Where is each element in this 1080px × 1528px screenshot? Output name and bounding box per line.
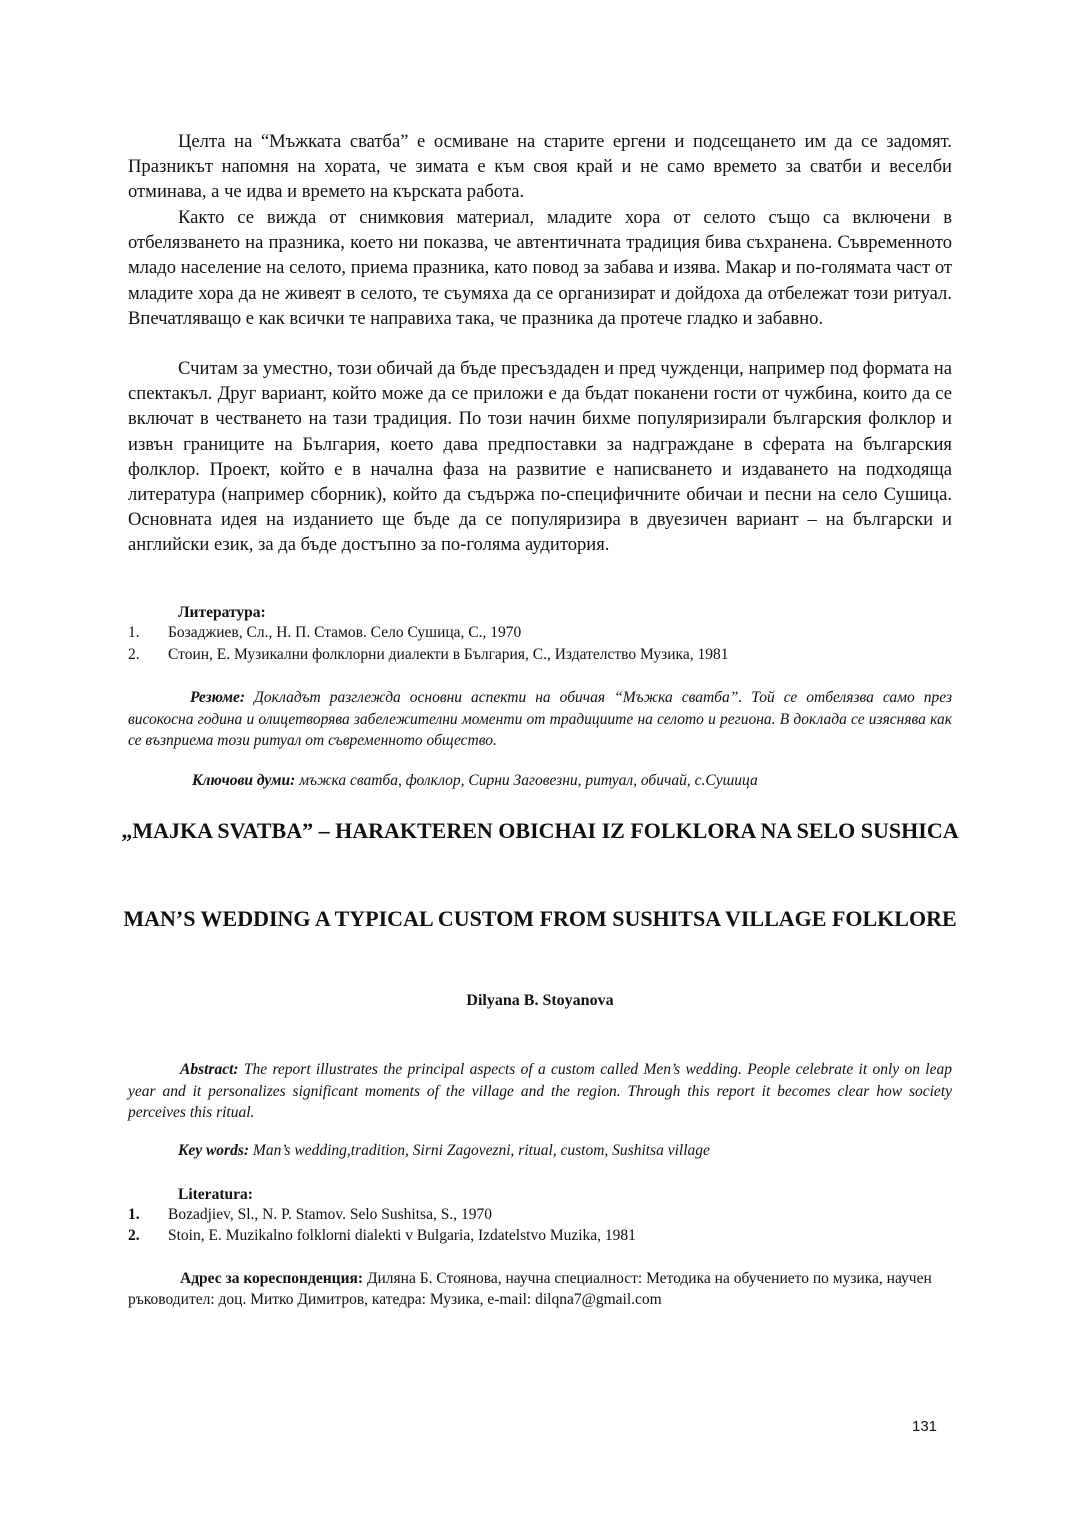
reference-number: 2. [128,646,140,663]
references-bg-title: Литература: [178,604,266,621]
reference-en-2 [128,1227,636,1245]
reference-number: 2. [128,1227,140,1244]
summary-bg-text: Докладът разглежда основни аспекти на обичая “Мъжка сватба”. Той се отбелязва само през високосна година и олицетворява забележителни моменти от традициите на селото и региона. В доклада се изяснява как се възприема този ритуал от съвременното общество. [128,689,952,749]
reference-bg-2 [128,646,728,664]
reference-text: Бозаджиев, Сл., Н. П. Стамов. Село Сушица, С., 1970 [168,624,522,641]
reference-number: 1. [128,624,140,641]
keywords-bg-label: Ключови думи: [192,772,296,789]
summary-bg-label: Резюме: [190,689,246,706]
title-transliterated: „MAJKA SVATBA” – HARAKTEREN OBICHAI IZ FOLKLORA NA SELO SUSHICA [121,818,959,843]
body-paragraph-2: Както се вижда от снимковия материал, младите хора от селото също са включени в отбелязването на празника, което ни показва, че автентичната традиция бива съхранена. Съвременното младо население на селото, приема празника, като повод за забава и изява. Макар и по-голямата част от младите хора да не живеят в селото, те съумяха да се организират и дойдоха да отбележат този ритуал. Впечатляващо е как всички те направиха така, че празника да протече гладко и забавно. [128,207,952,329]
reference-text: Stoin, E. Muzikalno folklorni dialekti v Bulgaria, Izdatelstvo Muzika, 1981 [168,1227,636,1244]
reference-number: 1. [128,1206,140,1223]
correspondence-label: Адрес за кореспонденция: [180,1270,364,1287]
reference-bg-1 [128,624,521,642]
references-en-title: Literatura: [178,1186,253,1203]
keywords-en-label: Key words: [178,1142,250,1159]
reference-text: Bozadjiev, Sl., N. P. Stamov. Selo Sushitsa, S., 1970 [168,1206,492,1223]
abstract-en-label: Abstract: [180,1061,239,1078]
keywords-en-text: Man’s wedding,tradition, Sirni Zagovezni, ritual, custom, Sushitsa village [249,1142,710,1159]
keywords-bg [192,772,758,790]
body-paragraph-3: Считам за уместно, този обичай да бъде пресъздаден и пред чужденци, например под формата на спектакъл. Друг вариант, който може да се приложи е да бъдат поканени гости от чужбина, които да се включат в честването на тази традиция. По този начин бихме популяризирали българския фолклор и извън границите на България, което дава предпоставки за надграждане в сферата на българския фолклор. Проект, който е в начална фаза на развитие е написването и издаването на подходяща литература (например сборник), който да съдържа по-специфичните обичаи и песни на село Сушица. Основната идея на изданието ще бъде да се популяризира в двуезичен вариант – на български и английски език, за да бъде достъпно за по-голяма аудитория. [128,358,952,556]
correspondence-text: Диляна Б. Стоянова, научна специалност: Методика на обучението по музика, научен ръководител: доц. Митко Димитров, катедра: Музика, e-mail: dilqna7@gmail.com [128,1270,932,1308]
keywords-en [178,1142,710,1160]
abstract-en [128,1059,952,1124]
abstract-en-text: The report illustrates the principal aspects of a custom called Men’s wedding. People celebrate it only on leap year and it personalizes significant moments of the village and the region. Through this report it becomes clear how society perceives this ritual. [128,1061,952,1121]
correspondence-address [128,1268,952,1310]
title-english: MAN’S WEDDING A TYPICAL CUSTOM FROM SUSHITSA VILLAGE FOLKLORE [123,906,957,931]
reference-text: Стоин, Е. Музикални фолклорни диалекти в България, С., Издателство Музика, 1981 [168,646,729,663]
keywords-bg-text: мъжка сватба, фолклор, Сирни Заговезни, ритуал, обичай, с.Сушица [295,772,758,789]
body-paragraph-1: Целта на “Мъжката сватба” е осмиване на старите ергени и подсещането им да се задомят. Празникът напомня на хората, че зимата е към своя край и не само времето за сватби и веселби отминава, а че идва и времето на кърската работа. [128,131,952,203]
page-number: 131 [912,1418,938,1435]
reference-en-1 [128,1206,492,1224]
author-name: Dilyana B. Stoyanova [466,992,614,1009]
summary-bg [128,687,952,752]
